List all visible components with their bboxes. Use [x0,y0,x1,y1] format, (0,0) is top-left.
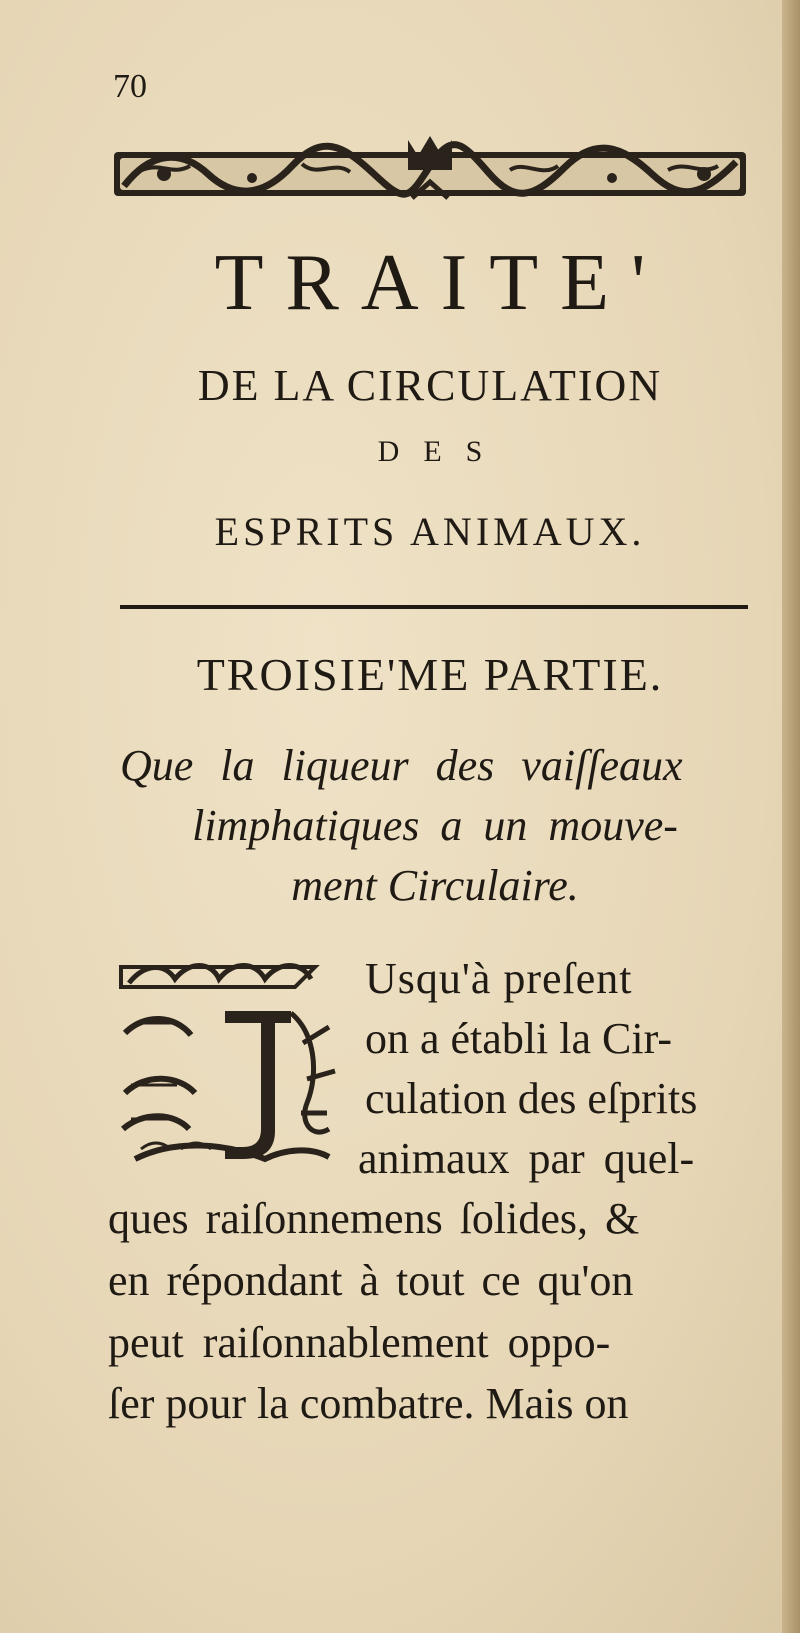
subtitle-line: ment Circulaire. [291,861,579,910]
body-line: on a établi la Cir- [365,1014,673,1063]
body-line: ſer pour la combatre. Mais on [108,1379,629,1428]
body-line: culation des eſprits [365,1074,698,1123]
body-line: Usqu'à preſent [365,954,633,1003]
subtitle-line: limphatiques a un mouve- [192,801,678,850]
body-line: peut raiſonnablement oppo- [108,1318,611,1367]
page-number: 70 [113,68,147,105]
heading-circulation: DE LA CIRCULATION [197,361,663,410]
horizontal-rule [120,605,748,609]
floral-headpiece-icon [112,130,748,208]
decorated-initial-icon [115,953,345,1171]
page-edge [782,0,800,1633]
body-line: en répondant à tout ce qu'on [108,1256,634,1305]
body-line: animaux par quel- [358,1134,695,1183]
part-title: TROISIE'ME PARTIE. [196,649,664,700]
body-line: ques raiſonnemens ſolides, & [108,1194,640,1243]
heading-traite: TRAITE' [214,239,668,327]
subtitle-line: Que la liqueur des vaiſſeaux [120,741,683,790]
heading-esprits-animaux: ESPRITS ANIMAUX. [214,509,646,554]
heading-des: DES [377,435,507,468]
